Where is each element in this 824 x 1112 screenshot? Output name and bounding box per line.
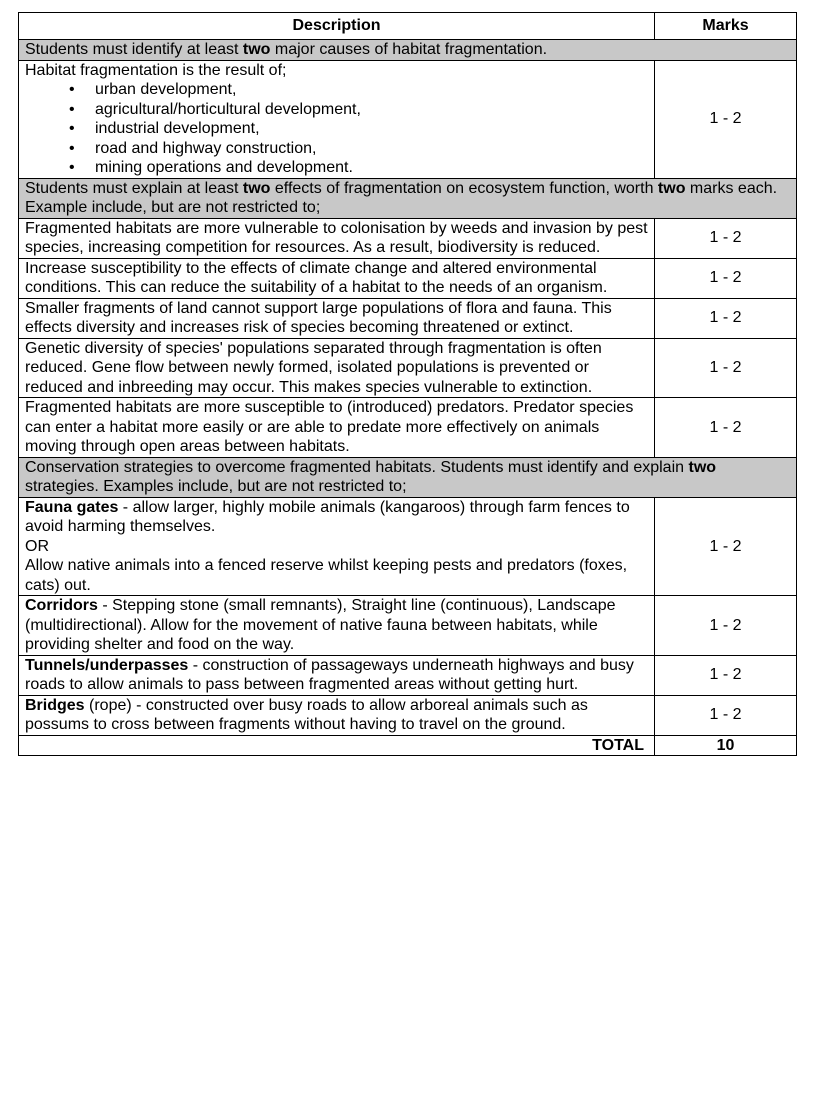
table-header-row — [19, 13, 797, 40]
strategy-alt: Allow native animals into a fenced reserve whilst keeping pests and predators (foxes, cats) out. — [25, 557, 628, 594]
bullet-icon: • — [69, 159, 75, 176]
table-row — [19, 338, 797, 398]
marks-cell: 1 - 2 — [655, 695, 797, 735]
table-row — [19, 655, 797, 695]
marks-cell: 1 - 2 — [655, 398, 797, 458]
table-row-causes — [19, 60, 797, 178]
table-row — [19, 398, 797, 458]
strategy-description: Corridors - Stepping stone (small remnants), Straight line (continuous), Landscape (multidirectional). Allow for the movement of native fauna between habitats, while providing shelter and food on the way. — [19, 596, 655, 656]
section-row-strategies — [19, 457, 797, 497]
section-row-causes — [19, 40, 797, 61]
table-row — [19, 695, 797, 735]
marking-guide-page — [18, 12, 796, 756]
strategy-description: Bridges (rope) - constructed over busy roads to allow arboreal animals such as possums to cross between fragments without having to travel on the ground. — [19, 695, 655, 735]
strategy-title: Tunnels/underpasses — [25, 656, 189, 674]
list-item: • road and highway construction, — [69, 139, 317, 157]
list-item: • agricultural/horticultural development, — [69, 100, 361, 118]
effect-description: Genetic diversity of species' populations separated through fragmentation is often reduced. Gene flow between newly formed, isolated populations is prevented or reduced and inbreeding may occur. This makes species vulnerable to extinction. — [19, 338, 655, 398]
bullet-icon: • — [69, 81, 75, 98]
table-row — [19, 258, 797, 298]
causes-list — [25, 80, 650, 178]
table-row — [19, 218, 797, 258]
effect-description: Increase susceptibility to the effects of climate change and altered environmental conditions. This can reduce the suitability of a habitat to the needs of an organism. — [19, 258, 655, 298]
strategy-description: Tunnels/underpasses - construction of passageways underneath highways and busy roads to allow animals to pass between fragmented areas without getting hurt. — [19, 655, 655, 695]
strategy-description: Fauna gates - allow larger, highly mobile animals (kangaroos) through farm fences to avoid harming themselves. OR Allow native animals into a fenced reserve whilst keeping pests and predators (foxes, cats) out. — [19, 497, 655, 596]
causes-cell — [19, 60, 655, 178]
section-instruction: Students must explain at least two effects of fragmentation on ecosystem function, worth two marks each. Example include, but are not restricted to; — [19, 178, 797, 218]
bullet-icon: • — [69, 100, 75, 118]
causes-intro: Habitat fragmentation is the result of; — [25, 61, 287, 79]
marking-table — [18, 12, 797, 756]
effect-description: Smaller fragments of land cannot support large populations of flora and fauna. This effects diversity and increases risk of species becoming threatened or extinct. — [19, 298, 655, 338]
total-value: 10 — [655, 735, 797, 756]
table-row — [19, 596, 797, 656]
description-header: Description — [19, 13, 655, 40]
section-row-effects — [19, 178, 797, 218]
strategy-title: Fauna gates — [25, 498, 119, 516]
total-label: TOTAL — [19, 735, 655, 756]
total-row — [19, 735, 797, 756]
marks-cell: 1 - 2 — [655, 258, 797, 298]
bullet-icon: • — [69, 120, 75, 137]
marks-cell: 1 - 2 — [655, 60, 797, 178]
marks-cell: 1 - 2 — [655, 596, 797, 656]
bullet-icon: • — [69, 139, 75, 157]
table-row — [19, 298, 797, 338]
section-instruction: Conservation strategies to overcome fragmented habitats. Students must identify and explain two strategies. Examples include, but are not restricted to; — [19, 457, 797, 497]
table-row — [19, 497, 797, 596]
marks-header: Marks — [655, 13, 797, 40]
marks-cell: 1 - 2 — [655, 655, 797, 695]
strategy-title: Bridges — [25, 696, 85, 714]
strategy-or: OR — [25, 537, 49, 555]
effect-description: Fragmented habitats are more vulnerable to colonisation by weeds and invasion by pest species, increasing competition for resources. As a result, biodiversity is reduced. — [19, 218, 655, 258]
list-item: • mining operations and development. — [69, 159, 353, 176]
marks-cell: 1 - 2 — [655, 497, 797, 596]
marks-cell: 1 - 2 — [655, 218, 797, 258]
marks-cell: 1 - 2 — [655, 298, 797, 338]
strategy-title: Corridors — [25, 597, 98, 614]
section-instruction: Students must identify at least two major causes of habitat fragmentation. — [19, 40, 797, 61]
effect-description: Fragmented habitats are more susceptible to (introduced) predators. Predator species can enter a habitat more easily or are able to predate more effectively on animals moving through open areas between habitats. — [19, 398, 655, 458]
list-item: • urban development, — [69, 81, 237, 98]
list-item: • industrial development, — [69, 120, 260, 137]
marks-cell: 1 - 2 — [655, 338, 797, 398]
